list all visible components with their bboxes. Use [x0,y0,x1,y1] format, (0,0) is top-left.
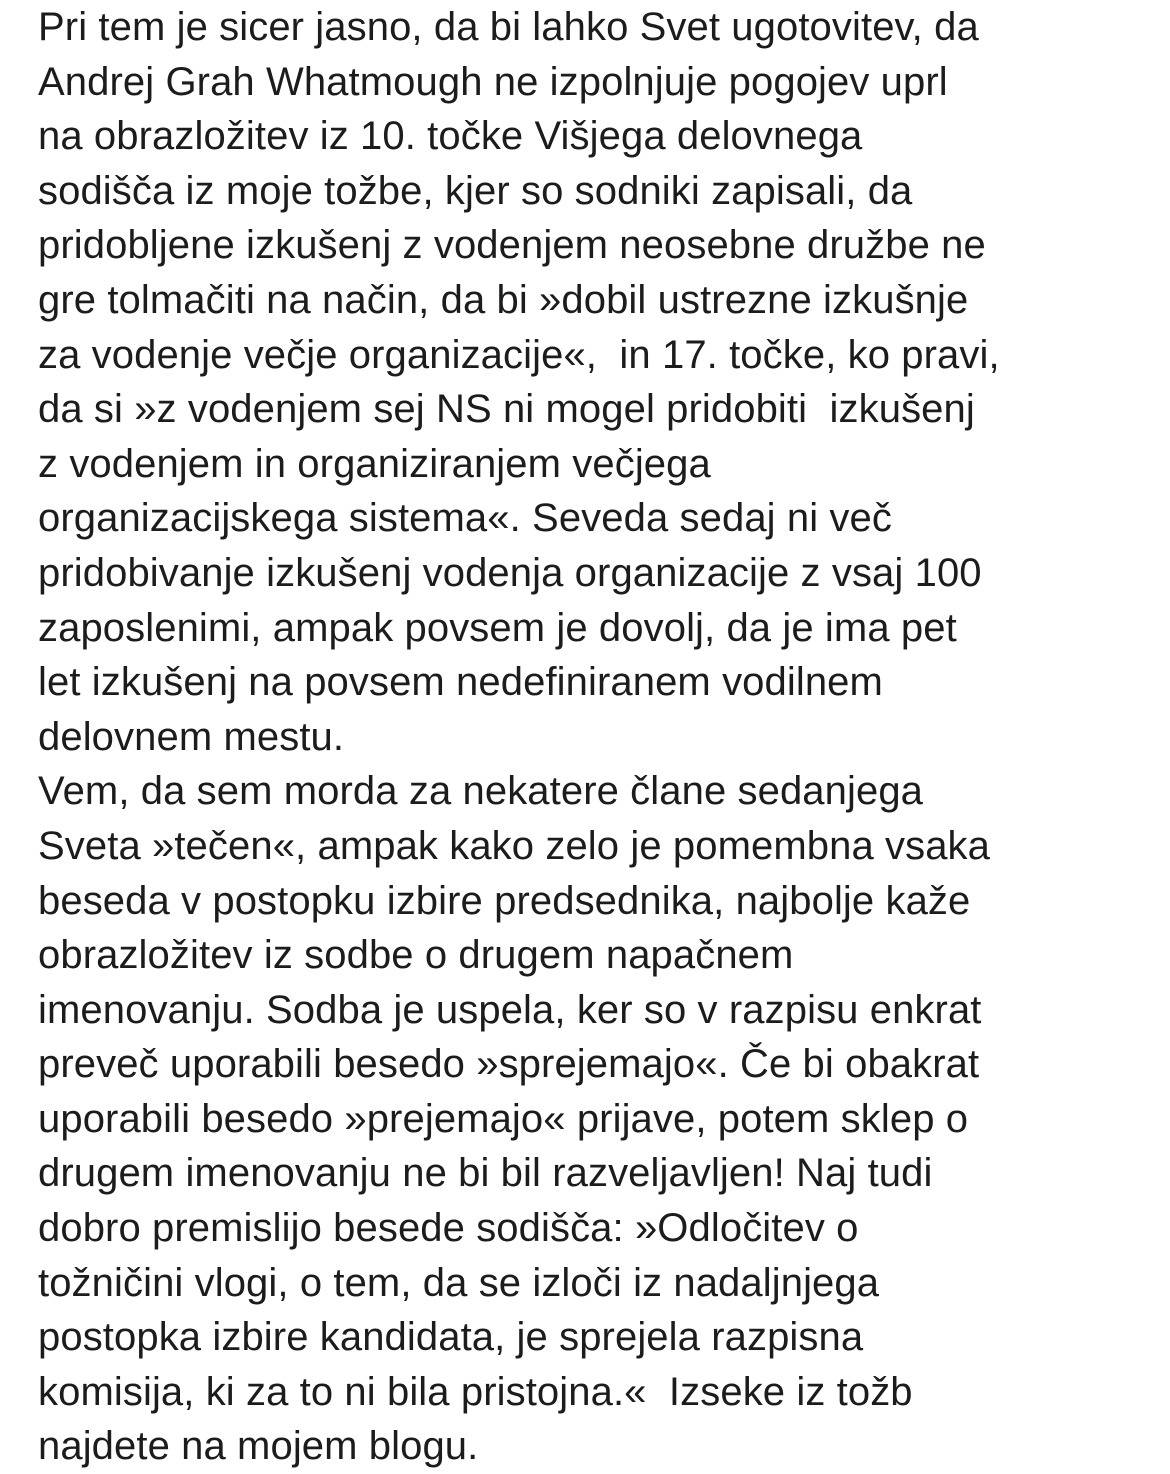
blog-link-line: najdete na mojem blogu. [38,1424,479,1469]
text-line: tožničini vlogi, o tem, da se izloči iz nadaljnjega [38,1260,880,1305]
paragraph-1 [38,0,1163,764]
text-line: Andrej Grah Whatmough ne izpolnjuje pogojev uprl [38,59,948,104]
text-line: za vodenje večje organizacije«, in 17. točke, ko pravi, [38,332,1000,377]
text-line: dobro premislijo besede sodišča: »Odločitev o [38,1206,859,1251]
text-line: obrazložitev iz sodbe o drugem napačnem [38,933,794,978]
text-line: pridobivanje izkušenj vodenja organizacije z vsaj 100 [38,550,982,595]
text-line: Pri tem je sicer jasno, da bi lahko Svet ugotovitev, da [38,5,979,49]
text-line: sodišča iz moje tožbe, kjer so sodniki zapisali, da [38,168,913,213]
paragraph-2 [38,764,1163,1474]
text-line: postopka izbire kandidata, je sprejela razpisna [38,1315,864,1360]
text-line: imenovanju. Sodba je uspela, ker so v razpisu enkrat [38,987,982,1032]
text-line: beseda v postopku izbire predsednika, najbolje kaže [38,878,971,923]
text-line: preveč uporabili besedo »sprejemajo«. Če bi obakrat [38,1042,980,1087]
text-line: uporabili besedo »prejemajo« prijave, potem sklep o [38,1096,969,1141]
text-line: drugem imenovanju ne bi bil razveljavljen! Naj tudi [38,1151,933,1196]
text-line: gre tolmačiti na način, da bi »dobil ustrezne izkušnje [38,277,969,322]
text-line: delovnem mestu. [38,714,345,759]
text-line: let izkušenj na povsem nedefiniranem vodilnem [38,660,883,705]
text-line: zaposlenimi, ampak povsem je dovolj, da je ima pet [38,605,957,650]
text-line: organizacijskega sistema«. Seveda sedaj ni več [38,496,892,541]
text-line: Sveta »tečen«, ampak kako zelo je pomembna vsaka [38,823,991,868]
text-line: pridobljene izkušenj z vodenjem neosebne družbe ne [38,223,986,268]
text-line: na obrazložitev iz 10. točke Višjega delovnega [38,114,863,159]
text-line: z vodenjem in organiziranjem večjega [38,441,711,486]
text-line: Vem, da sem morda za nekatere člane sedanjega [38,769,924,814]
text-line: komisija, ki za to ni bila pristojna.« Izseke iz tožb [38,1369,913,1414]
post-text [38,0,1163,1474]
text-line: da si »z vodenjem sej NS ni mogel pridobiti izkušenj [38,387,975,432]
